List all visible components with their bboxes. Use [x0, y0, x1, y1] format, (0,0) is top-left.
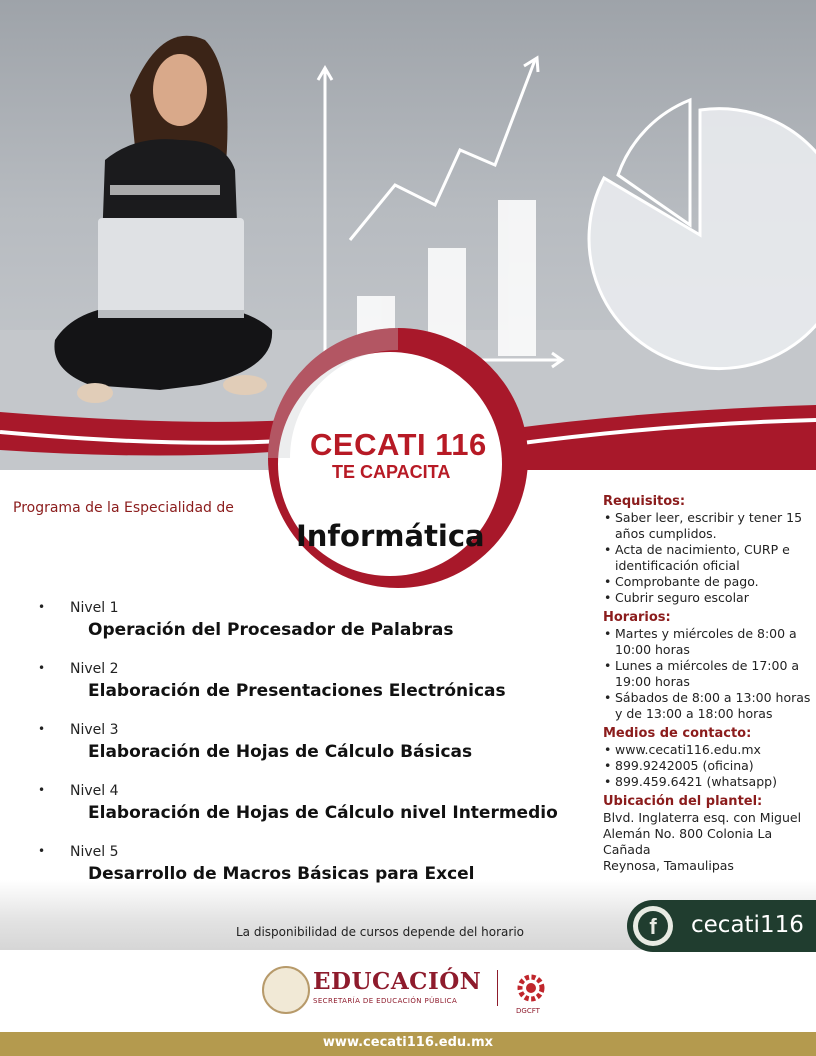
dgcft-label: DGCFT	[516, 1007, 540, 1015]
list-item	[38, 659, 578, 720]
page-title: Informática	[296, 519, 485, 553]
level-name: Operación del Procesador de Palabras	[88, 620, 454, 640]
levels-list	[38, 598, 578, 903]
badge-title: CECATI 116	[310, 427, 487, 462]
list-item: • Saber leer, escribir y tener 15 años cumplidos.	[603, 510, 813, 542]
horarios-heading: Horarios:	[603, 610, 671, 625]
facebook-handle[interactable]: cecati116	[691, 912, 804, 938]
program-subheading: Programa de la Especialidad de	[13, 500, 234, 516]
education-logo: EDUCACIÓN	[313, 968, 482, 995]
level-name: Elaboración de Presentaciones Electrónicas	[88, 681, 506, 701]
level-number: Nivel 2	[70, 661, 119, 677]
badge-subtitle: TE CAPACITA	[332, 462, 451, 482]
level-number: Nivel 5	[70, 844, 119, 860]
list-item: • Martes y miércoles de 8:00 a 10:00 horas	[603, 626, 813, 658]
city-line: Reynosa, Tamaulipas	[603, 858, 734, 873]
horarios-list	[603, 626, 813, 722]
list-item: • Comprobante de pago.	[603, 574, 813, 590]
dgcft-gear-icon	[513, 972, 549, 1002]
office-phone: • 899.9242005 (oficina)	[603, 758, 813, 774]
list-item	[38, 598, 578, 659]
contacto-heading: Medios de contacto:	[603, 726, 752, 741]
list-item	[38, 720, 578, 781]
list-item: • Lunes a miércoles de 17:00 a 19:00 horas	[603, 658, 813, 690]
contacto-list	[603, 742, 813, 790]
education-logo-subtitle: SECRETARÍA DE EDUCACIÓN PÚBLICA	[313, 997, 458, 1005]
bullet: •	[38, 844, 46, 858]
list-item: • Acta de nacimiento, CURP e identificación oficial	[603, 542, 813, 574]
address-line: Blvd. Inglaterra esq. con Miguel Alemán No. 800 Colonia La Cañada	[603, 810, 802, 857]
list-item	[38, 781, 578, 842]
ubicacion-heading: Ubicación del plantel:	[603, 794, 763, 809]
requisitos-heading: Requisitos:	[603, 494, 686, 509]
whatsapp-phone: • 899.459.6421 (whatsapp)	[603, 774, 813, 790]
info-sidebar	[603, 493, 813, 874]
facebook-badge[interactable]	[627, 900, 816, 952]
level-name: Elaboración de Hojas de Cálculo Básicas	[88, 742, 473, 762]
availability-note: La disponibilidad de cursos depende del horario	[236, 925, 524, 939]
level-number: Nivel 4	[70, 783, 119, 799]
requisitos-list	[603, 510, 813, 606]
facebook-icon[interactable]: f	[633, 906, 673, 946]
list-item: • Sábados de 8:00 a 13:00 horas y de 13:00 a 18:00 horas	[603, 690, 813, 722]
mexico-seal-icon	[262, 966, 310, 1014]
logo-divider	[497, 970, 498, 1006]
bullet: •	[38, 722, 46, 736]
footer-url[interactable]: www.cecati116.edu.mx	[322, 1035, 494, 1050]
bullet: •	[38, 661, 46, 675]
bullet: •	[38, 783, 46, 797]
level-number: Nivel 3	[70, 722, 119, 738]
level-name: Desarrollo de Macros Básicas para Excel	[88, 864, 475, 884]
level-number: Nivel 1	[70, 600, 119, 616]
level-name: Elaboración de Hojas de Cálculo nivel Intermedio	[88, 803, 558, 823]
website-link[interactable]: • www.cecati116.edu.mx	[603, 742, 813, 758]
bullet: •	[38, 600, 46, 614]
list-item	[38, 842, 578, 903]
list-item: • Cubrir seguro escolar	[603, 590, 813, 606]
